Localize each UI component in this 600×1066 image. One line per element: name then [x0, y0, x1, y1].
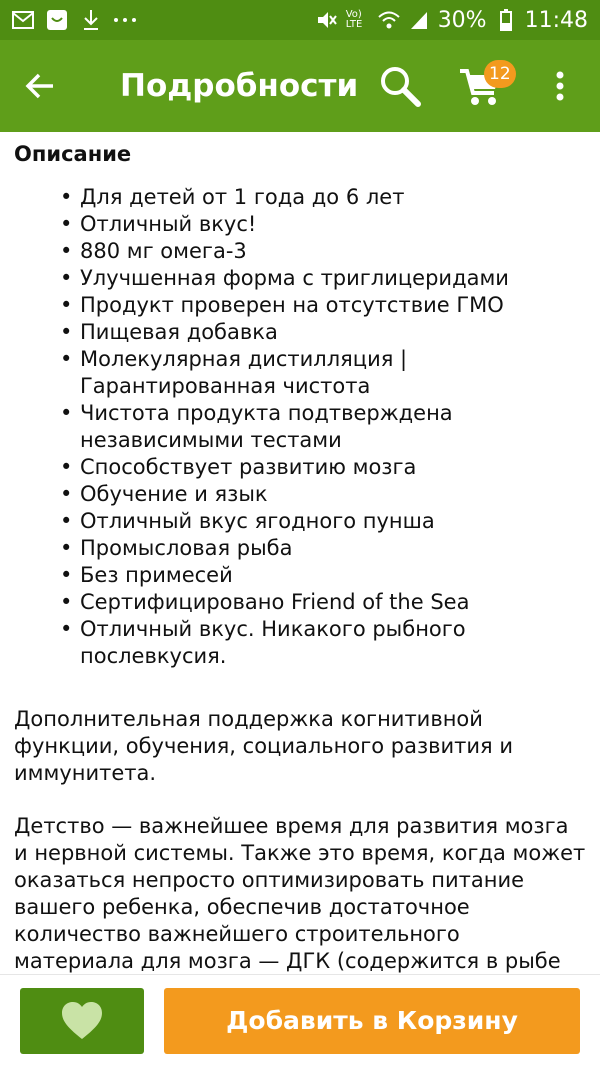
cart-button[interactable] [440, 40, 520, 132]
list-item: • Обучение и язык [80, 481, 586, 508]
app-bar [0, 40, 600, 132]
arrow-left-icon [25, 73, 55, 99]
volte-icon: Vo) LTE [345, 9, 363, 30]
cart-count-badge: 12 [484, 60, 516, 88]
list-item: • Отличный вкус ягодного пунша [80, 508, 586, 535]
android-notify-icon [46, 9, 68, 31]
description-content[interactable] [0, 132, 600, 974]
battery-icon [495, 9, 517, 31]
add-to-cart-button[interactable]: Добавить в Корзину [164, 988, 580, 1054]
list-item: • Промысловая рыба [80, 535, 586, 562]
overflow-menu-button[interactable] [520, 40, 600, 132]
heart-icon [60, 1001, 104, 1041]
mute-icon [316, 9, 338, 31]
list-item: • Отличный вкус! [80, 211, 586, 238]
search-button[interactable] [360, 40, 440, 132]
description-paragraph: Детство — важнейшее время для развития мозга и нервной системы. Также это время, когда может оказаться непросто оптимизировать питание вашего ребенка, обеспечив достаточное количество важнейшего строительного материала для мозга — ДГК (содержится в рыбе [14, 814, 586, 973]
search-icon [379, 65, 421, 107]
back-button[interactable] [0, 40, 80, 132]
feature-list [80, 184, 586, 670]
list-item: • Сертифицировано Friend of the Sea [80, 589, 586, 616]
description-paragraph: Дополнительная поддержка когнитивной функции, обучения, социального развития и иммунитета. [14, 707, 514, 785]
list-item: • Способствует развитию мозга [80, 454, 586, 481]
more-dots-icon [114, 9, 136, 31]
list-item: • Улучшенная форма с триглицеридами [80, 265, 586, 292]
bottom-action-bar [0, 974, 600, 1066]
more-vertical-icon [556, 71, 564, 101]
list-item: • Молекулярная дистилляция | Гарантированная чистота [80, 346, 460, 400]
battery-percent: 30% [437, 7, 487, 33]
download-icon [80, 9, 102, 31]
list-item: • Отличный вкус. Никакого рыбного послевкусия. [80, 616, 480, 670]
page-title: Подробности [120, 68, 359, 104]
list-item: • Для детей от 1 года до 6 лет [80, 184, 586, 211]
list-item: • Продукт проверен на отсутствие ГМО [80, 292, 586, 319]
signal-icon [408, 9, 430, 31]
status-bar [0, 0, 600, 40]
favorite-button[interactable] [20, 988, 144, 1054]
section-title: Описание [14, 142, 132, 166]
list-item: • Пищевая добавка [80, 319, 586, 346]
list-item: • 880 мг омега-3 [80, 238, 586, 265]
list-item: • Чистота продукта подтверждена независимыми тестами [80, 400, 460, 454]
clock: 11:48 [524, 7, 588, 33]
wifi-icon [378, 9, 400, 31]
mail-icon [12, 9, 34, 31]
list-item: • Без примесей [80, 562, 586, 589]
